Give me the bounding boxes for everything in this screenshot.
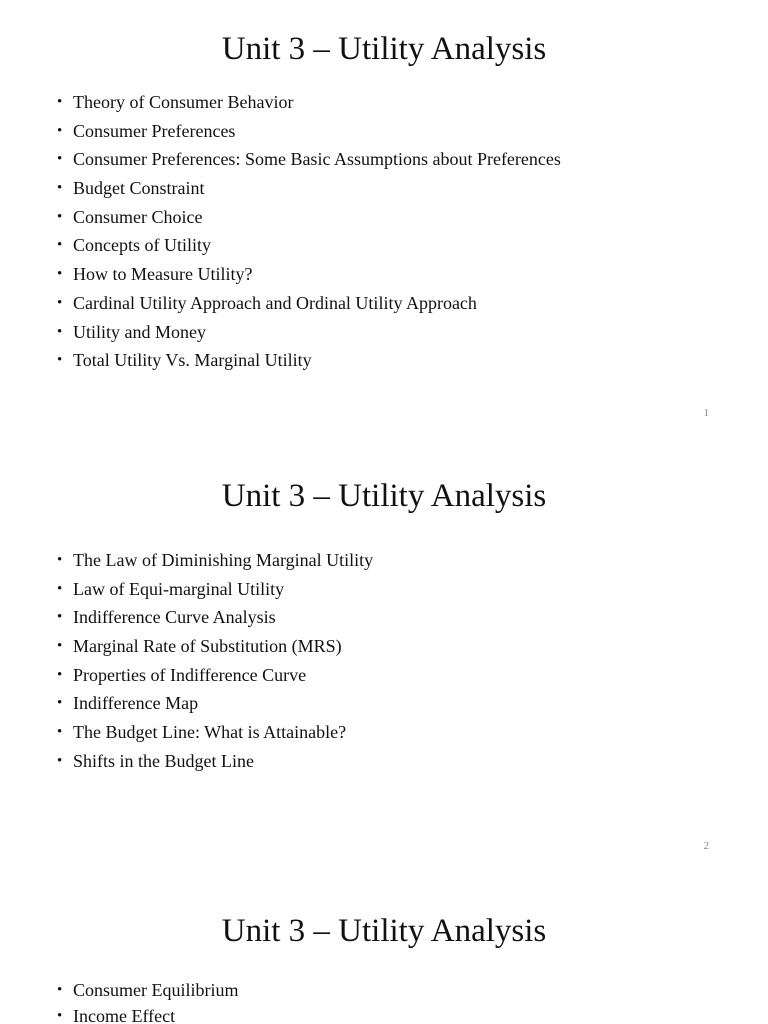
list-item-text: Properties of Indifference Curve <box>73 664 307 685</box>
bullet-icon: • <box>57 552 63 568</box>
list-item-text: Concepts of Utility <box>73 235 211 256</box>
list-item-text: Budget Constraint <box>73 178 205 199</box>
list-item <box>0 603 373 632</box>
slide-1 <box>0 0 768 434</box>
slide-2 <box>0 447 768 881</box>
bullet-icon: • <box>57 580 63 597</box>
list-item-text: Marginal Rate of Substitution (MRS) <box>73 636 342 657</box>
list-item <box>0 88 561 117</box>
bullet-icon: • <box>57 122 63 139</box>
list-item-text: Consumer Preferences <box>73 120 236 141</box>
list-item <box>0 661 373 690</box>
list-item-text: How to Measure Utility? <box>73 264 253 285</box>
list-item-text: Total Utility Vs. Marginal Utility <box>73 350 312 371</box>
list-item-text: Income Effect <box>73 1006 176 1024</box>
bullet-icon: • <box>57 294 63 311</box>
bullet-icon: • <box>57 94 63 110</box>
list-item-text: Consumer Equilibrium <box>73 980 239 1000</box>
bullet-list <box>0 977 239 1024</box>
list-item-text: Law of Equi-marginal Utility <box>73 578 285 599</box>
bullet-icon: • <box>57 237 63 254</box>
list-item <box>0 977 239 1003</box>
list-item <box>0 318 561 347</box>
list-item <box>0 289 561 318</box>
bullet-icon: • <box>57 752 63 769</box>
slide-title: Unit 3 – Utility Analysis <box>221 31 547 67</box>
bullet-icon: • <box>57 352 63 369</box>
list-item <box>0 747 373 776</box>
bullet-list <box>0 88 561 375</box>
list-item <box>0 174 561 203</box>
page-number: 2 <box>703 840 709 852</box>
bullet-icon: • <box>57 323 63 340</box>
list-item-text: Theory of Consumer Behavior <box>73 92 294 112</box>
list-item-text: Consumer Preferences: Some Basic Assumptions about Preferences <box>73 149 561 170</box>
bullet-icon: • <box>57 208 63 225</box>
slide-title: Unit 3 – Utility Analysis <box>221 913 547 949</box>
slide-3 <box>0 880 768 1024</box>
list-item-text: Indifference Map <box>73 693 199 714</box>
list-item-text: Cardinal Utility Approach and Ordinal Utility Approach <box>73 292 477 313</box>
bullet-icon: • <box>57 695 63 712</box>
bullet-icon: • <box>57 266 63 283</box>
page-number: 1 <box>703 407 709 419</box>
list-item <box>0 346 561 375</box>
bullet-icon: • <box>57 982 63 998</box>
list-item <box>0 632 373 661</box>
list-item-text: Utility and Money <box>73 321 206 342</box>
bullet-icon: • <box>57 180 63 197</box>
bullet-icon: • <box>57 151 63 168</box>
list-item <box>0 689 373 718</box>
bullet-icon: • <box>57 666 63 683</box>
bullet-icon: • <box>57 638 63 655</box>
list-item-text: Indifference Curve Analysis <box>73 607 276 628</box>
slide-title: Unit 3 – Utility Analysis <box>221 478 547 514</box>
bullet-list <box>0 546 373 776</box>
list-item-text: Consumer Choice <box>73 206 203 227</box>
list-item-text: The Law of Diminishing Marginal Utility <box>73 550 374 570</box>
bullet-icon: • <box>57 724 63 741</box>
list-item <box>0 718 373 747</box>
list-item <box>0 1003 239 1024</box>
bullet-icon: • <box>57 609 63 626</box>
list-item <box>0 575 373 604</box>
list-item <box>0 546 373 575</box>
list-item <box>0 117 561 146</box>
list-item <box>0 260 561 289</box>
list-item-text: The Budget Line: What is Attainable? <box>73 722 347 743</box>
list-item-text: Shifts in the Budget Line <box>73 750 254 771</box>
list-item <box>0 231 561 260</box>
list-item <box>0 203 561 232</box>
bullet-icon: • <box>57 1008 63 1024</box>
list-item <box>0 145 561 174</box>
